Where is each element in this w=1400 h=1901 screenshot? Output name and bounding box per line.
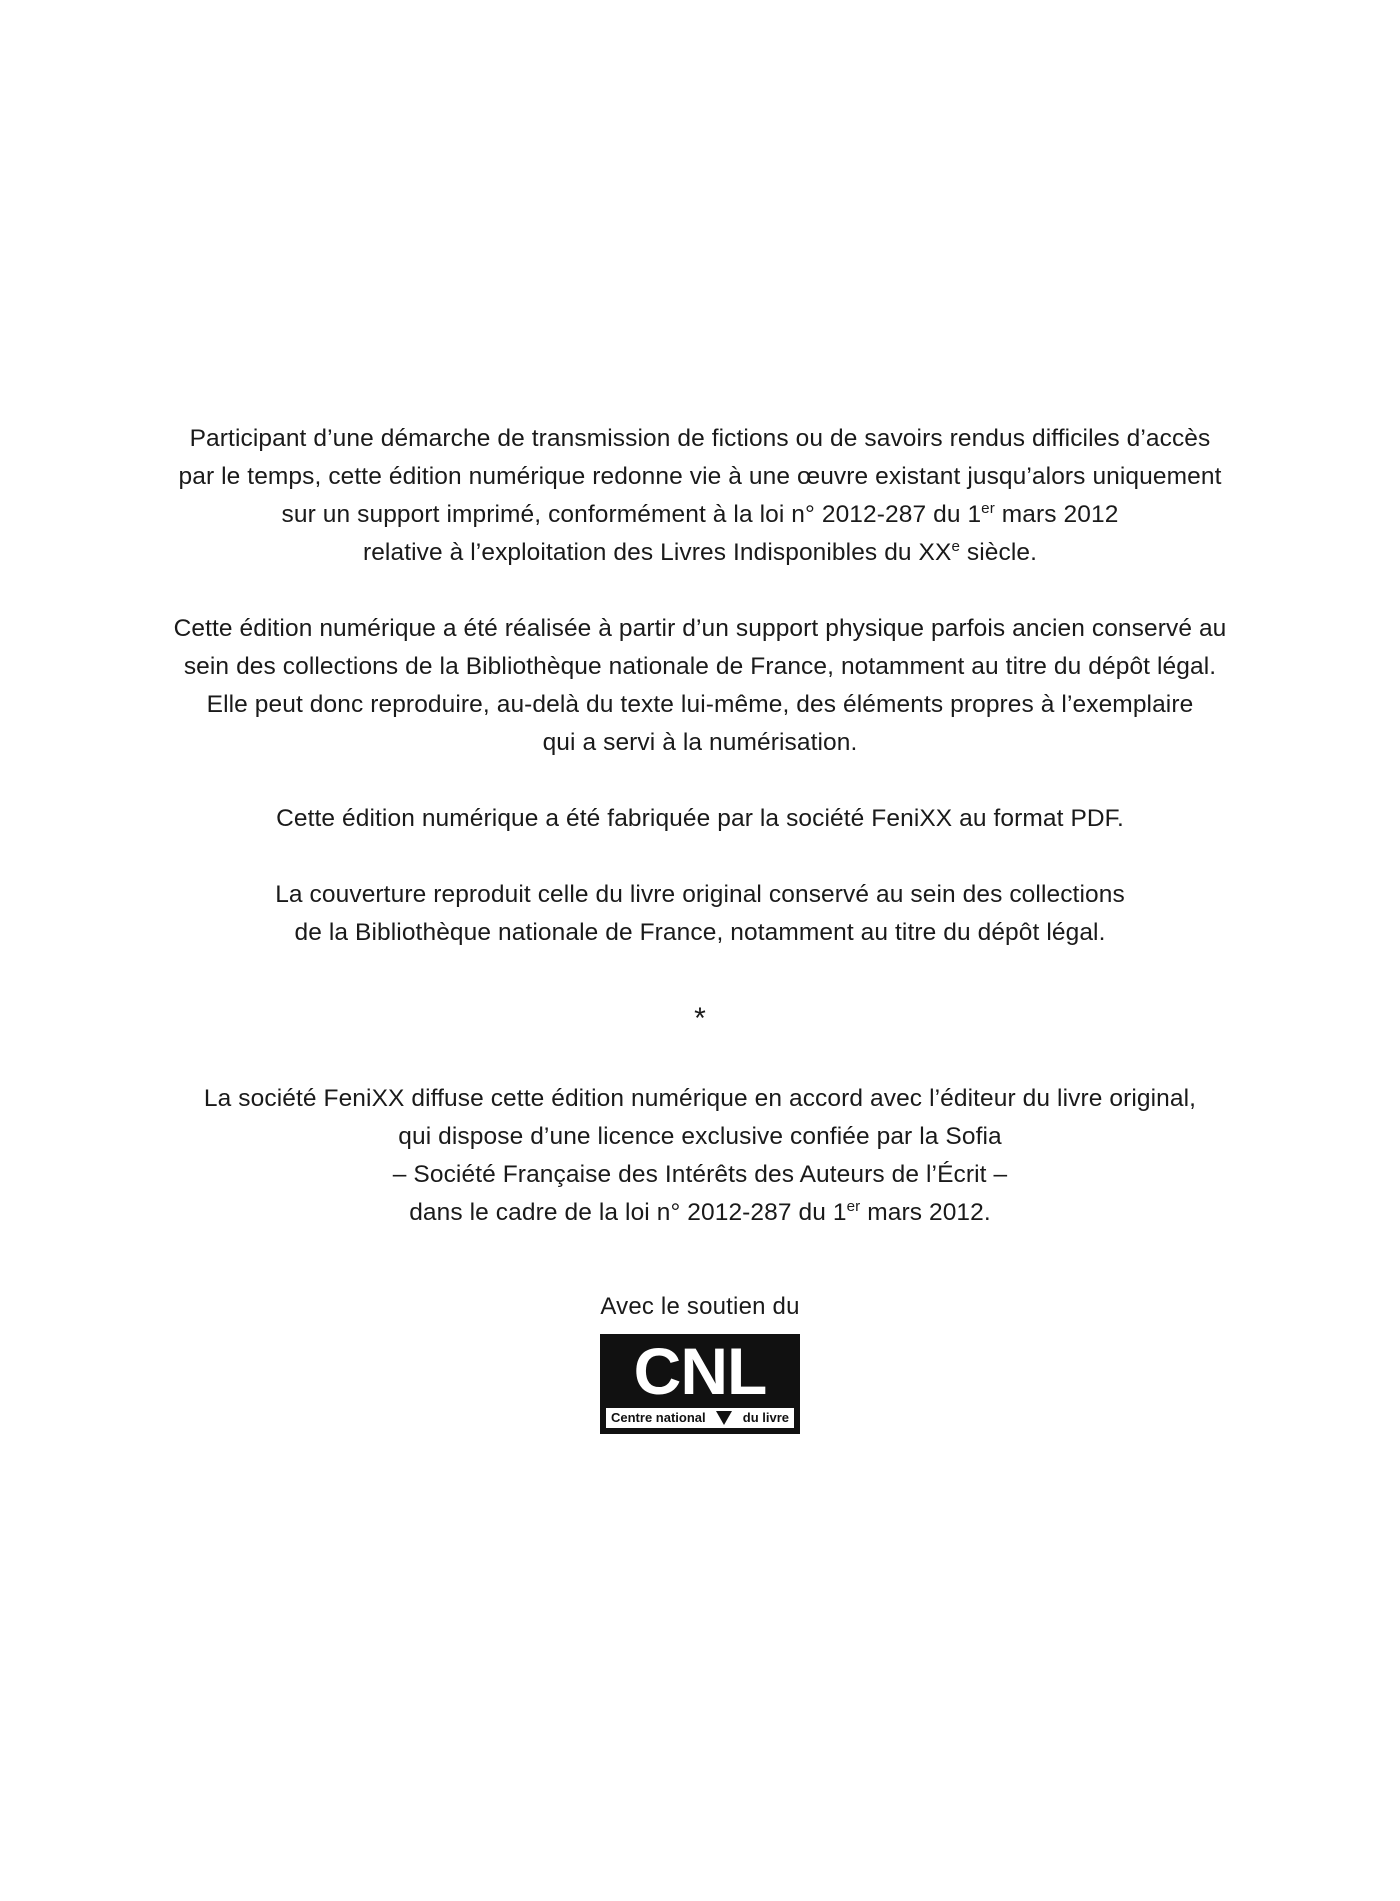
cnl-logo xyxy=(600,1334,800,1434)
line-text: qui dispose d’une licence exclusive confiée par la Sofia xyxy=(398,1123,1002,1150)
line-text: qui a servi à la numérisation. xyxy=(542,729,858,756)
line-text: Cette édition numérique a été fabriquée par la société FeniXX au format PDF. xyxy=(276,805,1124,832)
cnl-subtitle-left: Centre national xyxy=(611,1410,706,1425)
line-text: sur un support imprimé, conformément à la loi n° 2012-287 du 1er mars 2012 xyxy=(281,499,1119,528)
section-separator-asterisk: * xyxy=(694,1002,706,1035)
line-text: de la Bibliothèque nationale de France, notamment au titre du dépôt légal. xyxy=(294,919,1106,946)
line-text: La société FeniXX diffuse cette édition numérique en accord avec l’éditeur du livre original, xyxy=(203,1085,1197,1112)
line-text: par le temps, cette édition numérique redonne vie à une œuvre existant jusqu’alors uniquement xyxy=(178,463,1222,490)
cnl-subtitle-right: du livre xyxy=(742,1410,789,1425)
legal-notice-block xyxy=(0,420,1400,1434)
support-block xyxy=(0,1290,1400,1434)
paragraph-diffusion xyxy=(140,1080,1260,1232)
line-text: relative à l’exploitation des Livres Indisponibles du XXe siècle. xyxy=(362,537,1038,566)
ordinal-suffix: e xyxy=(951,537,960,555)
ordinal-suffix: er xyxy=(846,1197,861,1215)
line-text: sein des collections de la Bibliothèque nationale de France, notamment au titre du dépôt légal. xyxy=(183,653,1217,680)
ordinal-suffix: er xyxy=(981,499,995,517)
paragraph-source-support xyxy=(140,610,1260,762)
cnl-logo-letters: CNL xyxy=(633,1334,767,1408)
triangle-icon xyxy=(716,1411,732,1425)
paragraph-transmission xyxy=(140,420,1260,572)
line-text: Elle peut donc reproduire, au-delà du texte lui-même, des éléments propres à l’exemplaire xyxy=(206,691,1194,718)
support-label: Avec le soutien du xyxy=(600,1293,800,1320)
line-text: Cette édition numérique a été réalisée à partir d’un support physique parfois ancien conservé au xyxy=(173,615,1227,642)
line-text: – Société Française des Intérêts des Auteurs de l’Écrit – xyxy=(392,1161,1008,1188)
paragraph-fabrication xyxy=(140,800,1260,838)
line-text: dans le cadre de la loi n° 2012-287 du 1er mars 2012. xyxy=(409,1197,991,1226)
paragraph-cover xyxy=(140,876,1260,952)
line-text: La couverture reproduit celle du livre original conservé au sein des collections xyxy=(275,881,1125,908)
cnl-logo-subtitle xyxy=(606,1408,794,1428)
line-text: Participant d’une démarche de transmission de fictions ou de savoirs rendus difficiles d’accès xyxy=(189,425,1211,452)
